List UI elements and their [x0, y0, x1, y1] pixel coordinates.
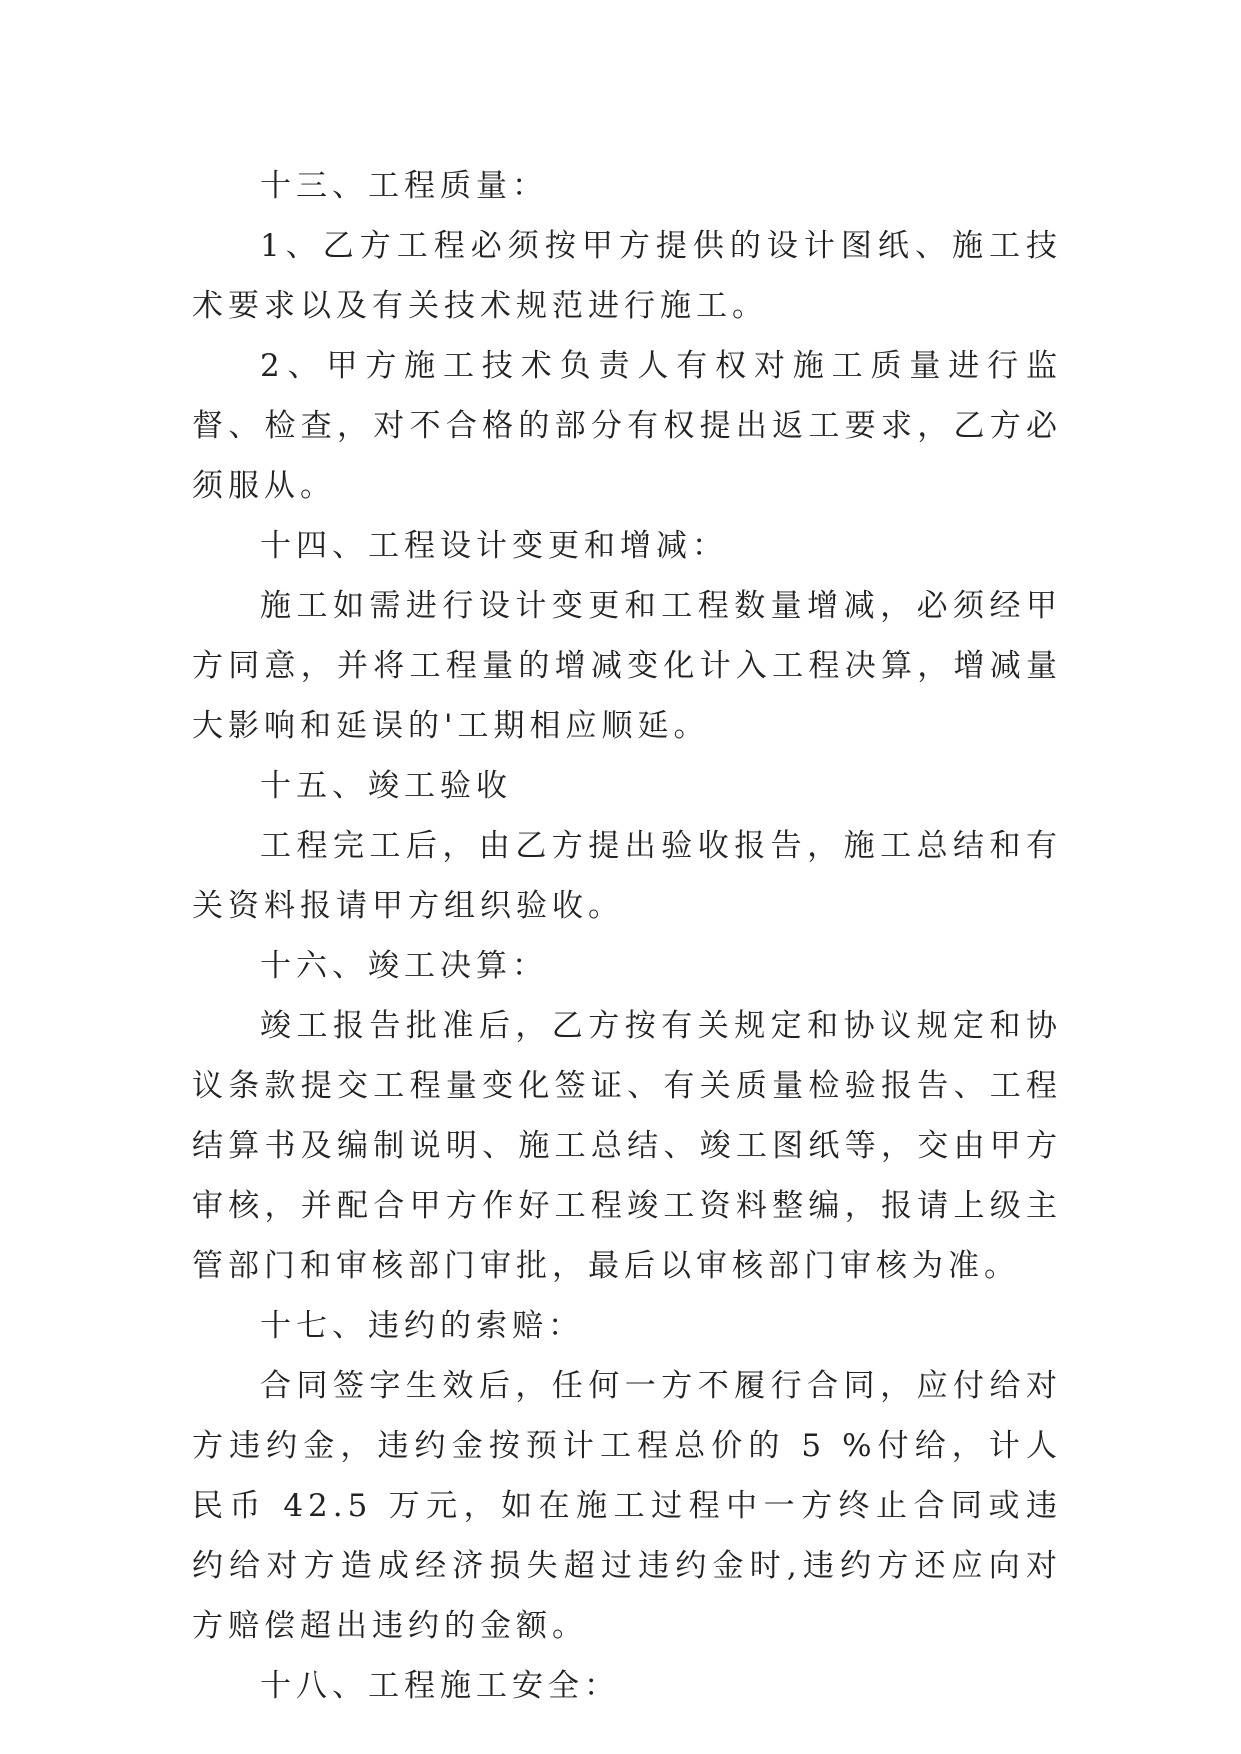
section-heading-14: 十四、工程设计变更和增减：	[260, 528, 728, 564]
paragraph-17: 合同签字生效后，任何一方不履行合同，应付给对方违约金，违约金按预计工程总价的 5 %付给，计人民币 42.5 万元，如在施工过程中一方终止合同或违约给对方造成经济损失超过违约金时,违约方还应向对方赔偿超出违约的金额。	[192, 1368, 1062, 1644]
section-heading-18: 十八、工程施工安全：	[260, 1668, 620, 1704]
section-heading-17: 十七、违约的索赔：	[260, 1308, 584, 1344]
document-body	[192, 156, 1062, 1716]
paragraph-15: 工程完工后，由乙方提出验收报告，施工总结和有关资料报请甲方组织验收。	[192, 828, 1062, 924]
section-heading-13: 十三、工程质量：	[260, 168, 548, 204]
section-heading-15: 十五、竣工验收	[260, 768, 512, 804]
section-heading-16: 十六、竣工决算：	[260, 948, 548, 984]
paragraph-13-2: 2、甲方施工技术负责人有权对施工质量进行监督、检查，对不合格的部分有权提出返工要求，乙方必须服从。	[192, 348, 1062, 504]
paragraph-16: 竣工报告批准后，乙方按有关规定和协议规定和协议条款提交工程量变化签证、有关质量检验报告、工程结算书及编制说明、施工总结、竣工图纸等，交由甲方审核，并配合甲方作好工程竣工资料整编，报请上级主管部门和审核部门审批，最后以审核部门审核为准。	[192, 1008, 1062, 1284]
paragraph-14: 施工如需进行设计变更和工程数量增减，必须经甲方同意，并将工程量的增减变化计入工程决算，增减量大影响和延误的'工期相应顺延。	[192, 588, 1062, 744]
paragraph-13-1: 1、乙方工程必须按甲方提供的设计图纸、施工技术要求以及有关技术规范进行施工。	[192, 228, 1062, 324]
